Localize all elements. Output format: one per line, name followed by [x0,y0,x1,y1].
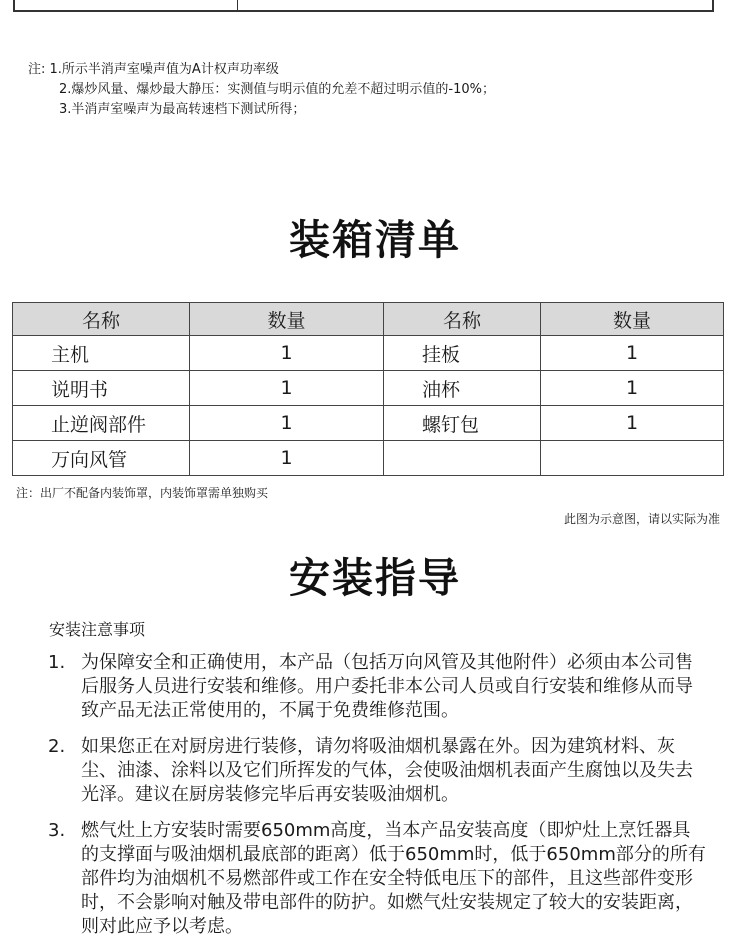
note-text: 1.所示半消声室噪声值为A计权声功率级 [49,62,279,77]
item-name [384,441,541,476]
item-name: 说明书 [13,371,190,406]
previous-table-cell [238,0,714,11]
packing-footnote: 注：出厂不配备内装饰罩，内装饰罩需单独购买 [16,486,269,500]
item-text: 如果您正在对厨房进行装修，请勿将吸油烟机暴露在外。因为建筑材料、灰尘、油漆、涂料以及它们所挥发的气体，会使吸油烟机表面产生腐蚀以及失去光泽。建议在厨房装修完毕后再安装吸油烟机。 [81,736,693,805]
item-number: 3. [48,820,66,841]
item-quantity: 1 [541,336,724,371]
item-quantity: 1 [190,371,384,406]
item-quantity [541,441,724,476]
header-name: 名称 [13,303,190,336]
item-number: 2. [48,736,66,757]
item-name: 主机 [13,336,190,371]
header-name: 名称 [384,303,541,336]
item-name: 止逆阀部件 [13,406,190,441]
item-quantity: 1 [190,441,384,476]
item-name: 挂板 [384,336,541,371]
item-text: 燃气灶上方安装时需要650mm高度，当本产品安装高度（即炉灶上烹饪器具的支撑面与吸油烟机最底部的距离）低于650mm时，低于650mm部分的所有部件均为油烟机不易燃部件或工作在安全特低电压下的部件，且这些部件变形时，不会影响对触及带电部件的防护。如燃气灶安装规定了较大的安装距离，则对此应予以考虑。 [81,820,706,937]
install-notes-list [48,651,708,951]
item-quantity: 1 [190,406,384,441]
illustration-caption: 此图为示意图，请以实际为准 [563,512,720,526]
table-row [13,441,724,476]
packing-list-title: 装箱清单 [289,216,461,264]
list-item [48,735,708,807]
note-line: 2.爆炒风量、爆炒最大静压：实测值与明示值的允差不超过明示值的-10%； [59,82,495,97]
item-name: 油杯 [384,371,541,406]
header-quantity: 数量 [190,303,384,336]
item-name: 螺钉包 [384,406,541,441]
packing-list-table [12,302,724,476]
item-quantity: 1 [541,406,724,441]
item-quantity: 1 [541,371,724,406]
header-quantity: 数量 [541,303,724,336]
table-row [13,336,724,371]
note-line [28,60,495,80]
previous-table-fragment [13,0,714,12]
table-row [13,406,724,441]
previous-table-cell [14,0,238,11]
spec-notes [28,60,495,120]
install-notes-heading: 安装注意事项 [49,620,146,639]
install-guide-title: 安装指导 [289,554,461,602]
item-quantity: 1 [190,336,384,371]
note-line: 3.半消声室噪声为最高转速档下测试所得； [59,102,306,117]
item-number: 1. [48,652,66,673]
table-header-row [13,303,724,336]
table-row [13,371,724,406]
note-label: 注: [28,62,46,77]
item-name: 万向风管 [13,441,190,476]
item-text: 为保障安全和正确使用，本产品（包括万向风管及其他附件）必须由本公司售后服务人员进行安装和维修。用户委托非本公司人员或自行安装和维修从而导致产品无法正常使用的，不属于免费维修范围。 [81,652,693,721]
list-item [48,651,708,723]
list-item [48,819,708,939]
